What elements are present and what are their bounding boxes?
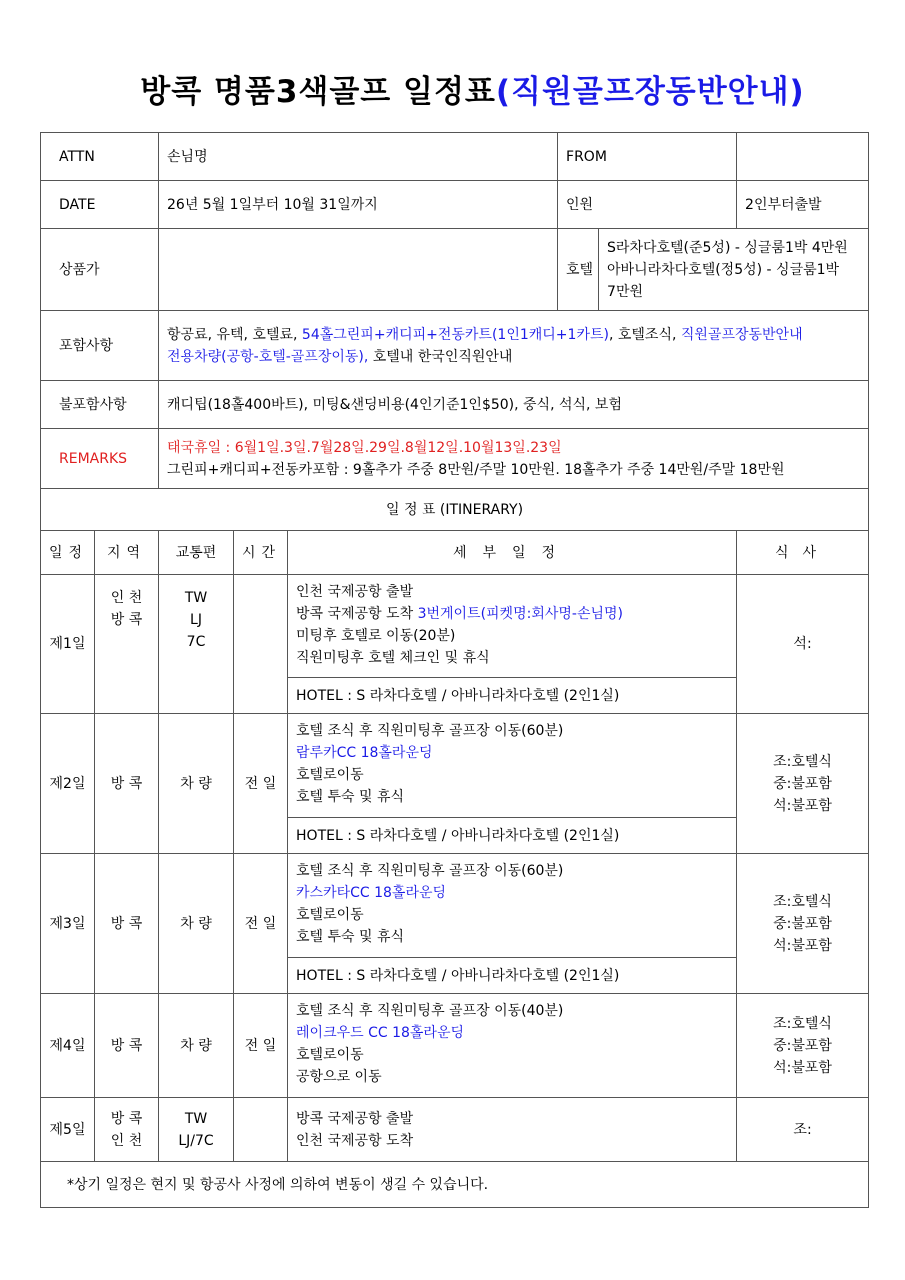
column-header-region: 지역 (95, 531, 159, 575)
schedule-line: 미팅후 호텔로 이동(20분) (296, 628, 456, 644)
include-vehicle: 전용차량(공항-호텔-골프장이동), (167, 348, 369, 365)
day-label: 제1일 (41, 575, 95, 714)
meals-cell (737, 994, 869, 1098)
attn-value: 손님명 (159, 133, 558, 181)
attn-label: ATTN (41, 133, 159, 181)
meal: 석:불포함 (773, 937, 832, 954)
meal: 조:호텔식 (773, 893, 832, 910)
region: 방 콕 (110, 915, 143, 932)
hotel-value (599, 229, 869, 311)
schedule-line: 호텔로이동 (296, 1047, 364, 1063)
schedule-line: 호텔 조식 후 직원미팅후 골프장 이동(60분) (296, 863, 564, 879)
page-title (0, 66, 905, 111)
meal: 조:호텔식 (773, 1015, 832, 1032)
meals-cell (737, 854, 869, 994)
include-label: 포함사항 (41, 311, 159, 381)
region: 방 콕 (110, 775, 143, 792)
exclude-label: 불포함사항 (41, 381, 159, 429)
transport: 7C (186, 634, 206, 650)
region-cell (95, 714, 159, 854)
transport: 차 량 (180, 1037, 212, 1054)
price-label: 상품가 (41, 229, 159, 311)
schedule-line: 직원미팅후 호텔 체크인 및 휴식 (296, 650, 490, 666)
meal: 석:불포함 (773, 797, 832, 814)
time-cell: 전 일 (234, 994, 288, 1098)
meal: 중:불포함 (773, 775, 832, 792)
transport-cell (159, 854, 234, 994)
region: 인 천 (110, 590, 143, 606)
region: 인 천 (110, 1132, 143, 1149)
transport-cell (159, 714, 234, 854)
meals-cell (737, 575, 869, 714)
title-main: 방콕 명품3색골프 일정표 (140, 74, 496, 110)
region-cell (95, 575, 159, 714)
schedule-line: 공항으로 이동 (296, 1069, 382, 1085)
column-header-transport: 교통편 (159, 531, 234, 575)
include-text: , 호텔조식, (608, 326, 681, 343)
people-label: 인원 (558, 181, 737, 229)
golf-course: 람루카CC 18홀라운딩 (296, 745, 433, 761)
include-staff: 직원골프장동반안내 (680, 326, 803, 343)
date-value: 26년 5월 1일부터 10월 31일까지 (159, 181, 558, 229)
hotel-note: HOTEL : S 라차다호텔 / 아바니라차다호텔 (2인1실) (288, 958, 737, 994)
from-value (737, 133, 869, 181)
transport: 차 량 (180, 775, 212, 792)
price-value (159, 229, 558, 311)
exclude-value: 캐디팁(18홀400바트), 미팅&샌딩비용(4인기준1인$50), 중식, 석식, 보험 (159, 381, 869, 429)
transport: LJ/7C (178, 1132, 214, 1149)
time-cell (234, 575, 288, 714)
transport: LJ (190, 612, 202, 628)
schedule-cell (288, 575, 737, 678)
meal: 중:불포함 (773, 1037, 832, 1054)
schedule-line: 호텔로이동 (296, 907, 364, 923)
day-label: 제3일 (41, 854, 95, 994)
column-header-day: 일정 (41, 531, 95, 575)
meal: 석: (793, 636, 812, 652)
people-value: 2인부터출발 (737, 181, 869, 229)
golf-course: 카스카타CC 18홀라운딩 (296, 885, 447, 901)
column-header-meals: 식사 (737, 531, 869, 575)
transport-cell (159, 575, 234, 714)
schedule-cell (288, 854, 737, 958)
region-cell (95, 994, 159, 1098)
schedule-line: 호텔 투숙 및 휴식 (296, 929, 405, 945)
region: 방 콕 (110, 1110, 143, 1127)
schedule-line: 인천 국제공항 도착 (296, 1132, 414, 1149)
include-value (159, 311, 869, 381)
transport-cell (159, 994, 234, 1098)
title-highlight: (직원골프장동반안내) (495, 74, 805, 110)
region: 방 콕 (110, 612, 143, 628)
schedule-line: 호텔 조식 후 직원미팅후 골프장 이동(60분) (296, 723, 564, 739)
meals-cell (737, 1098, 869, 1162)
remarks-fees: 그린피+캐디피+전동카포함 : 9홀추가 주중 8만원/주말 10만원. 18홀추가 주중 14만원/주말 18만원 (167, 461, 785, 478)
hotel-line: 아바니라차다호텔(정5성) - 싱글룸1박 7만원 (607, 261, 840, 300)
date-label: DATE (41, 181, 159, 229)
itinerary-heading: 일 정 표 (ITINERARY) (41, 489, 869, 531)
golf-course: 레이크우드 CC 18홀라운딩 (296, 1025, 464, 1041)
schedule-cell (288, 1098, 737, 1162)
schedule-line: 인천 국제공항 출발 (296, 584, 414, 600)
schedule-cell (288, 994, 737, 1098)
transport-cell (159, 1098, 234, 1162)
meal: 조: (793, 1121, 812, 1138)
column-header-schedule: 세부일정 (288, 531, 737, 575)
region-cell (95, 1098, 159, 1162)
schedule-line: 호텔 투숙 및 휴식 (296, 789, 405, 805)
schedule-line: 호텔 조식 후 직원미팅후 골프장 이동(40분) (296, 1003, 564, 1019)
day-label: 제2일 (41, 714, 95, 854)
hotel-note: HOTEL : S 라차다호텔 / 아바니라차다호텔 (2인1실) (288, 678, 737, 714)
include-golf: 54홀그린피+캐디피+전동카트(1인1캐디+1카트) (301, 326, 609, 343)
day-label: 제5일 (41, 1098, 95, 1162)
schedule-line: 방콕 국제공항 출발 (296, 1110, 414, 1127)
remarks-holidays: 태국휴일 : 6월1일.3일.7월28일.29일.8월12일.10월13일.23일 (167, 439, 562, 456)
include-text: 항공료, 유텍, 호텔료, (167, 326, 302, 343)
transport: TW (184, 590, 208, 606)
pickup-gate: 3번게이트(피켓명:회사명-손님명) (417, 606, 623, 622)
hotel-line: S라차다호텔(준5성) - 싱글룸1박 4만원 (607, 239, 848, 256)
from-label: FROM (558, 133, 737, 181)
column-header-time: 시간 (234, 531, 288, 575)
region-cell (95, 854, 159, 994)
transport: TW (184, 1110, 208, 1127)
itinerary-document (40, 132, 869, 1208)
region: 방 콕 (110, 1037, 143, 1054)
day-label: 제4일 (41, 994, 95, 1098)
time-cell: 전 일 (234, 854, 288, 994)
time-cell (234, 1098, 288, 1162)
meal: 조:호텔식 (773, 753, 832, 770)
meal: 중:불포함 (773, 915, 832, 932)
schedule-cell (288, 714, 737, 818)
meals-cell (737, 714, 869, 854)
footer-note: *상기 일정은 현지 및 항공사 사정에 의하여 변동이 생길 수 있습니다. (41, 1162, 869, 1208)
remarks-value (159, 429, 869, 489)
hotel-note: HOTEL : S 라차다호텔 / 아바니라차다호텔 (2인1실) (288, 818, 737, 854)
schedule-line: 호텔로이동 (296, 767, 364, 783)
include-text: 호텔내 한국인직원안내 (368, 348, 513, 365)
schedule-line: 방콕 국제공항 도착 3번게이트(피켓명:회사명-손님명) (296, 606, 623, 622)
meal: 석:불포함 (773, 1059, 832, 1076)
hotel-label: 호텔 (558, 229, 599, 311)
time-cell: 전 일 (234, 714, 288, 854)
remarks-label: REMARKS (41, 429, 159, 489)
transport: 차 량 (180, 915, 212, 932)
